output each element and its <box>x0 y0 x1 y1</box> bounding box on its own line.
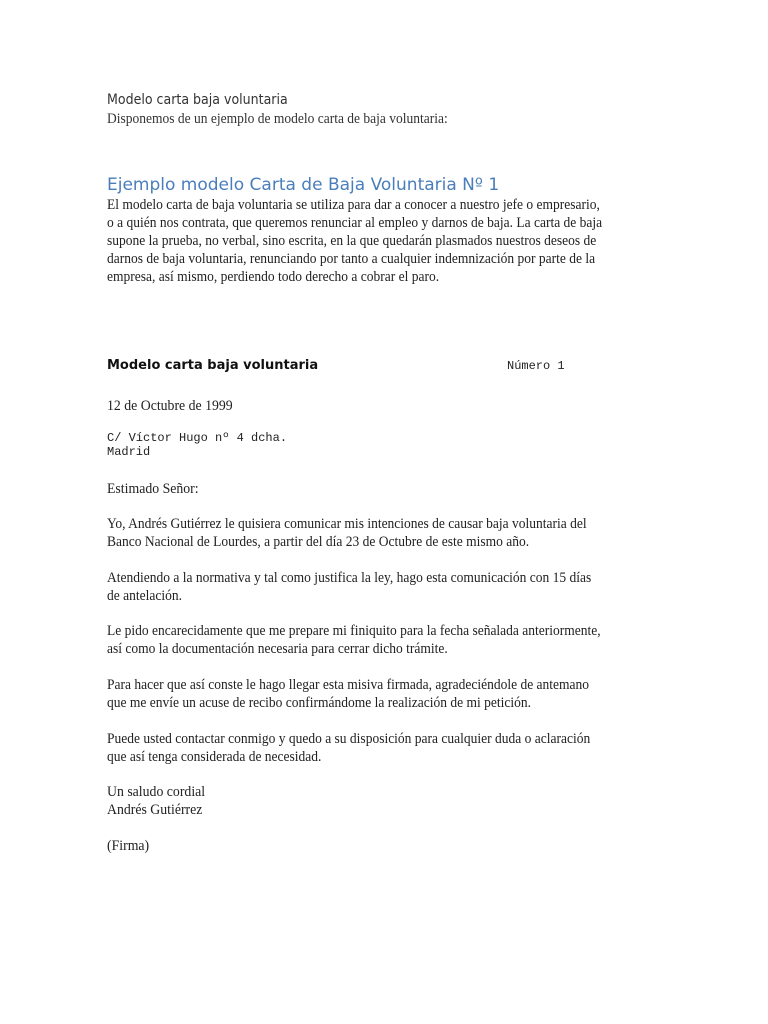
paragraph-line: Para hacer que así conste le hago llegar esta misiva firmada, agradeciéndole de antemano <box>107 677 590 693</box>
section-heading: Ejemplo modelo Carta de Baja Voluntaria Nº 1 <box>107 175 500 195</box>
letter-paragraph <box>107 730 590 766</box>
closing-line: Un saludo cordial <box>107 784 206 800</box>
paragraph-line: que me envíe un acuse de recibo confirmándome la realización de mi petición. <box>107 695 531 711</box>
paragraph-line: que así tenga considerada de necesidad. <box>107 749 322 765</box>
intro-line: empresa, así mismo, perdiendo todo derecho a cobrar el paro. <box>107 269 440 285</box>
intro-line: o a quién nos contrata, que queremos renunciar al empleo y darnos de baja. La carta de baja <box>107 215 603 231</box>
letter-greeting: Estimado Señor: <box>107 481 199 497</box>
letter-title: Modelo carta baja voluntaria <box>107 358 319 373</box>
letter-date: 12 de Octubre de 1999 <box>107 398 233 414</box>
letter-closing <box>107 783 205 819</box>
intro-paragraph <box>107 196 602 286</box>
intro-line: darnos de baja voluntaria, renunciando por tanto a cualquier indemnización por parte de la <box>107 251 596 267</box>
letter-paragraph <box>107 622 601 658</box>
letter-number: Número 1 <box>507 359 565 373</box>
intro-line: El modelo carta de baja voluntaria se utiliza para dar a conocer a nuestro jefe o empresario, <box>107 197 600 213</box>
paragraph-line: de antelación. <box>107 588 182 604</box>
paragraph-line: así como la documentación necesaria para cerrar dicho trámite. <box>107 641 448 657</box>
paragraph-line: Banco Nacional de Lourdes, a partir del día 23 de Octubre de este mismo año. <box>107 534 530 550</box>
address-line: Madrid <box>107 445 151 459</box>
letter-address <box>107 431 287 459</box>
intro-line: supone la prueba, no verbal, sino escrita, en la que quedarán plasmados nuestros deseos de <box>107 233 597 249</box>
letter-paragraph <box>107 569 591 605</box>
closing-line: Andrés Gutiérrez <box>107 802 203 818</box>
signature-note: (Firma) <box>107 838 150 854</box>
document-title: Modelo carta baja voluntaria <box>107 92 288 108</box>
letter-paragraph <box>107 676 589 712</box>
address-line: C/ Víctor Hugo nº 4 dcha. <box>107 431 288 445</box>
document-subtitle: Disponemos de un ejemplo de modelo carta de baja voluntaria: <box>107 111 448 127</box>
paragraph-line: Puede usted contactar conmigo y quedo a su disposición para cualquier duda o aclaración <box>107 731 591 747</box>
letter-paragraph <box>107 515 587 551</box>
paragraph-line: Atendiendo a la normativa y tal como justifica la ley, hago esta comunicación con 15 días <box>107 570 592 586</box>
paragraph-line: Le pido encarecidamente que me prepare mi finiquito para la fecha señalada anteriormente, <box>107 623 601 639</box>
paragraph-line: Yo, Andrés Gutiérrez le quisiera comunicar mis intenciones de causar baja voluntaria del <box>107 516 587 532</box>
